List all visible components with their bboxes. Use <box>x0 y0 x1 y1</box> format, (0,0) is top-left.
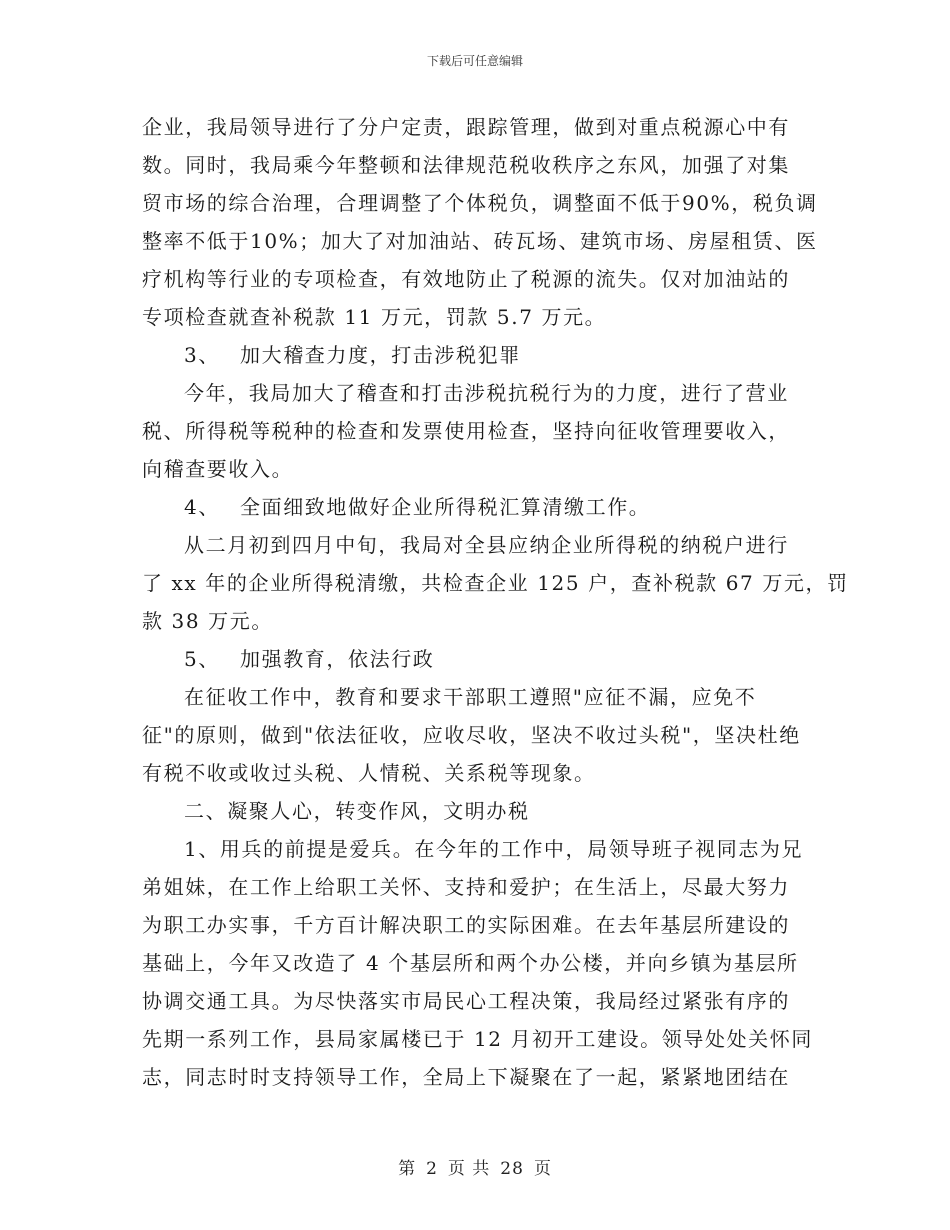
body-line: 企业，我局领导进行了分户定责，跟踪管理，做到对重点税源心中有 <box>142 115 790 139</box>
body-line: 专项检查就查补税款 11 万元，罚款 5.7 万元。 <box>142 305 607 329</box>
body-line: 有税不收或收过头税、人情税、关系税等现象。 <box>142 761 596 785</box>
page-number: 2 <box>426 1159 438 1179</box>
section-title: 全面细致地做好企业所得税汇算清缴工作。 <box>240 495 651 519</box>
page-total: 28 <box>500 1159 524 1179</box>
section-title: 加大稽查力度，打击涉税犯罪 <box>240 343 521 367</box>
section-number: 5、 <box>184 647 220 671</box>
body-line: 税、所得税等税种的检查和发票使用检查，坚持向征收管理要收入， <box>142 419 790 443</box>
body-line: 为职工办实事，千方百计解决职工的实际困难。在去年基层所建设的 <box>142 913 790 937</box>
body-line: 贸市场的综合治理，合理调整了个体税负，调整面不低于90%，税负调 <box>142 191 818 215</box>
page-footer-suffix: 页 <box>533 1159 552 1179</box>
body-line: 弟姐妹，在工作上给职工关怀、支持和爱护；在生活上，尽最大努力 <box>142 875 790 899</box>
body-line: 了 xx 年的企业所得税清缴，共检查企业 125 户，查补税款 67 万元，罚 <box>142 571 849 595</box>
body-line: 从二月初到四月中旬，我局对全县应纳企业所得税的纳税户进行 <box>184 533 789 557</box>
body-line: 先期一系列工作，县局家属楼已于 12 月初开工建设。领导处处关怀同 <box>142 1027 813 1051</box>
body-line: 整率不低于10%；加大了对加油站、砖瓦场、建筑市场、房屋租赁、医 <box>142 229 818 253</box>
section-heading-4 <box>142 488 808 526</box>
section-number: 3、 <box>184 343 220 367</box>
body-line: 今年，我局加大了稽查和打击涉税抗税行为的力度，进行了营业 <box>184 381 789 405</box>
body-line: 志，同志时时支持领导工作，全局上下凝聚在了一起，紧紧地团结在 <box>142 1065 790 1089</box>
chapter-heading: 二、凝聚人心，转变作风，文明办税 <box>184 799 530 823</box>
body-line: 在征收工作中，教育和要求干部职工遵照"应征不漏，应免不 <box>184 685 757 709</box>
body-line: 数。同时，我局乘今年整顿和法律规范税收秩序之东风，加强了对集 <box>142 153 790 177</box>
body-line: 向稽查要收入。 <box>142 457 294 481</box>
section-title: 加强教育，依法行政 <box>240 647 435 671</box>
body-line: 征"的原则，做到"依法征收，应收尽收，坚决不收过头税"，坚决杜绝 <box>142 723 801 747</box>
page-footer-prefix: 第 <box>398 1159 417 1179</box>
body-line: 款 38 万元。 <box>142 609 273 633</box>
body-line: 基础上，今年又改造了 4 个基层所和两个办公楼，并向乡镇为基层所 <box>142 951 799 975</box>
document-body <box>142 108 849 1096</box>
page-footer <box>0 1154 950 1179</box>
section-heading-5 <box>142 640 808 678</box>
body-line: 疗机构等行业的专项检查，有效地防止了税源的流失。仅对加油站的 <box>142 267 790 291</box>
section-heading-3 <box>142 336 808 374</box>
body-line: 协调交通工具。为尽快落实市局民心工程决策，我局经过紧张有序的 <box>142 989 790 1013</box>
page-header: 下载后可任意编辑 <box>426 54 523 68</box>
section-number: 4、 <box>184 495 220 519</box>
body-line: 1、用兵的前提是爱兵。在今年的工作中，局领导班子视同志为兄 <box>184 837 804 861</box>
page-footer-middle: 页 共 <box>447 1159 491 1179</box>
